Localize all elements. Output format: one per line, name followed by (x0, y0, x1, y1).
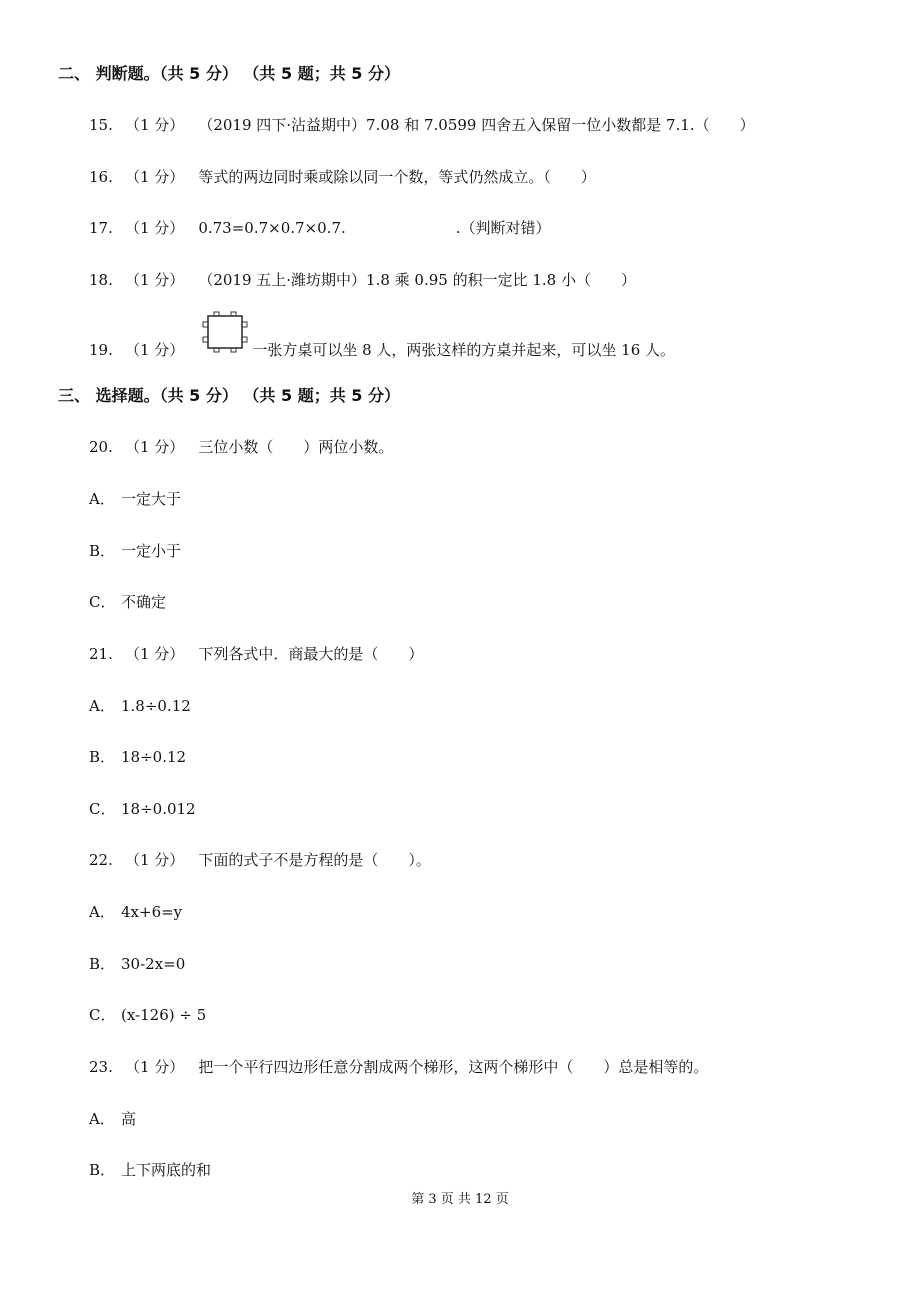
question-number: 20. (89, 438, 113, 456)
question-score: （1 分） (125, 219, 185, 237)
question-18 (89, 270, 636, 290)
question-number: 17. (89, 219, 113, 237)
question-score: （1 分） (125, 645, 185, 663)
question-number: 23. (89, 1058, 113, 1076)
section-title-choice: 三、 选择题。（共 5 分） （共 5 题；共 5 分） (58, 386, 400, 405)
option-label: B． (89, 955, 116, 973)
question-number: 18. (89, 271, 113, 289)
option-text: 18÷0.12 (121, 748, 187, 766)
question-21 (89, 644, 423, 664)
option-label: C． (89, 593, 116, 611)
option-23-b[interactable] (89, 1160, 211, 1180)
question-score: （1 分） (125, 438, 185, 456)
option-text: 一定小于 (121, 542, 182, 560)
square-table-with-chairs-icon (202, 311, 248, 358)
question-number: 19. (89, 341, 113, 359)
question-23 (89, 1057, 708, 1077)
question-19 (89, 340, 675, 360)
question-number: 21. (89, 645, 113, 663)
option-text: 1.8÷0.12 (121, 697, 191, 715)
option-label: C． (89, 800, 116, 818)
question-17 (89, 218, 551, 238)
option-text: 4x+6=y (121, 903, 183, 921)
option-22-b[interactable] (89, 954, 185, 974)
question-text: 一张方桌可以坐 8 人，两张这样的方桌并起来，可以坐 16 人。 (252, 341, 676, 359)
option-label: A． (89, 697, 115, 715)
option-text: 一定大于 (121, 490, 182, 508)
question-text: （2019 五上·潍坊期中）1.8 乘 0.95 的积一定比 1.8 小（ ） (198, 271, 636, 289)
option-label: C． (89, 1006, 116, 1024)
question-text: （2019 四下·沾益期中）7.08 和 7.0599 四舍五入保留一位小数都是 7.1.（ ） (198, 116, 755, 134)
option-text: 30-2x=0 (121, 955, 186, 973)
question-score: （1 分） (125, 851, 185, 869)
page-footer: 第 3 页 共 12 页 (411, 1192, 509, 1207)
question-text: 把一个平行四边形任意分割成两个梯形，这两个梯形中（ ）总是相等的。 (198, 1058, 709, 1076)
question-score: （1 分） (125, 168, 185, 186)
question-text: 三位小数（ ）两位小数。 (198, 438, 394, 456)
option-21-c[interactable] (89, 799, 196, 819)
option-label: A． (89, 1110, 115, 1128)
option-22-c[interactable] (89, 1005, 206, 1025)
question-22 (89, 850, 431, 870)
question-score: （1 分） (125, 116, 185, 134)
question-score: （1 分） (125, 271, 185, 289)
question-16 (89, 167, 596, 187)
question-text: 0.73=0.7×0.7×0.7. (198, 219, 346, 237)
question-number: 16. (89, 168, 113, 186)
question-20 (89, 437, 393, 457)
question-15 (89, 115, 755, 135)
question-score: （1 分） (125, 341, 185, 359)
question-text: 下列各式中．商最大的是（ ） (198, 645, 424, 663)
option-label: A． (89, 490, 115, 508)
option-text: 高 (121, 1110, 137, 1128)
option-20-a[interactable] (89, 489, 181, 509)
section-title-judgement: 二、 判断题。（共 5 分） （共 5 题；共 5 分） (58, 64, 400, 83)
option-label: B． (89, 748, 116, 766)
option-text: 不确定 (121, 593, 167, 611)
option-text: (x-126) ÷ 5 (121, 1006, 207, 1024)
option-21-a[interactable] (89, 696, 191, 716)
option-20-c[interactable] (89, 592, 166, 612)
question-number: 15. (89, 116, 113, 134)
option-label: A． (89, 903, 115, 921)
question-score: （1 分） (125, 1058, 185, 1076)
question-text: 等式的两边同时乘或除以同一个数，等式仍然成立。（ ） (198, 168, 596, 186)
option-label: B． (89, 542, 116, 560)
question-text-suffix: .（判断对错） (455, 219, 551, 237)
option-22-a[interactable] (89, 902, 182, 922)
question-text: 下面的式子不是方程的是（ ）。 (198, 851, 431, 869)
option-text: 18÷0.012 (121, 800, 196, 818)
option-text: 上下两底的和 (121, 1161, 212, 1179)
option-23-a[interactable] (89, 1109, 136, 1129)
question-number: 22. (89, 851, 113, 869)
option-label: B． (89, 1161, 116, 1179)
option-20-b[interactable] (89, 541, 181, 561)
option-21-b[interactable] (89, 747, 186, 767)
